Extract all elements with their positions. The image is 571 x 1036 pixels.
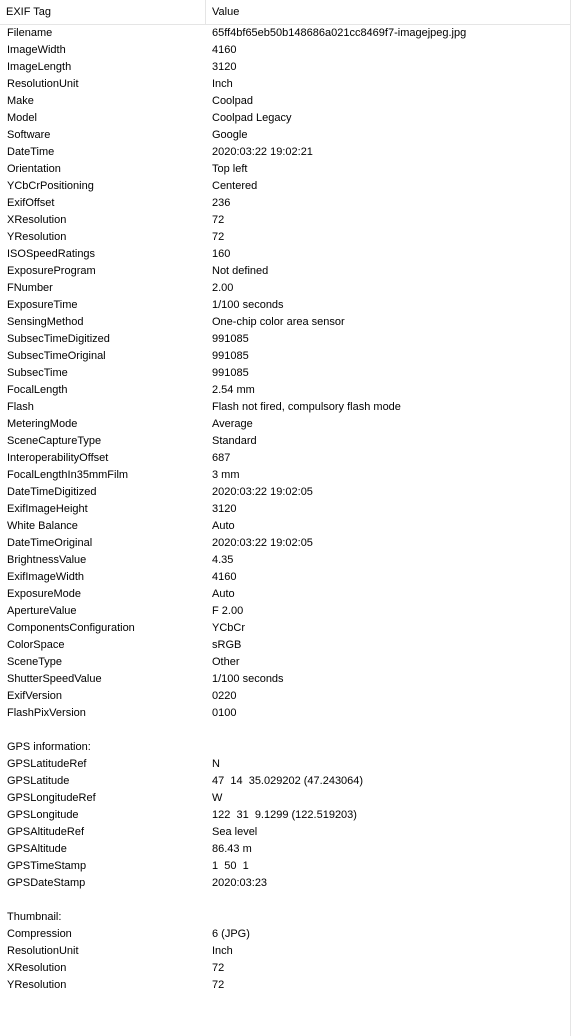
list-item[interactable] [0, 365, 571, 382]
list-item[interactable] [0, 297, 571, 314]
exif-value-cell: F 2.00 [212, 605, 244, 617]
exif-value-cell: 2.00 [212, 282, 234, 294]
exif-tag-cell: InteroperabilityOffset [7, 452, 109, 464]
list-item[interactable] [0, 25, 571, 42]
exif-tag-cell: GPSLongitude [7, 809, 79, 821]
exif-tag-cell: FNumber [7, 282, 53, 294]
exif-tag-cell: ShutterSpeedValue [7, 673, 102, 685]
list-item[interactable] [0, 722, 571, 739]
exif-tag-cell: GPSAltitude [7, 843, 67, 855]
exif-tag-cell: ResolutionUnit [7, 78, 79, 90]
list-item[interactable] [0, 178, 571, 195]
exif-tag-cell: ColorSpace [7, 639, 65, 651]
column-header-value[interactable]: Value [212, 6, 240, 18]
list-item[interactable] [0, 314, 571, 331]
list-item[interactable] [0, 467, 571, 484]
exif-value-cell: 1/100 seconds [212, 299, 284, 311]
list-item[interactable] [0, 484, 571, 501]
exif-value-cell: 687 [212, 452, 231, 464]
exif-tag-cell: GPSLatitude [7, 775, 70, 787]
list-item[interactable] [0, 739, 571, 756]
list-item[interactable] [0, 569, 571, 586]
exif-tag-cell: ExifImageWidth [7, 571, 85, 583]
exif-value-cell: Auto [212, 520, 235, 532]
list-item[interactable] [0, 144, 571, 161]
list-item[interactable] [0, 76, 571, 93]
list-item[interactable] [0, 501, 571, 518]
exif-value-cell: 236 [212, 197, 231, 209]
list-item[interactable] [0, 909, 571, 926]
exif-value-cell: Standard [212, 435, 257, 447]
exif-value-cell: 4.35 [212, 554, 234, 566]
list-item[interactable] [0, 926, 571, 943]
list-item[interactable] [0, 212, 571, 229]
exif-tag-cell: ResolutionUnit [7, 945, 79, 957]
exif-tag-cell: White Balance [7, 520, 78, 532]
list-item[interactable] [0, 535, 571, 552]
exif-tag-cell: YCbCrPositioning [7, 180, 94, 192]
exif-value-cell: Coolpad Legacy [212, 112, 292, 124]
exif-value-cell: Coolpad [212, 95, 253, 107]
exif-tag-cell: GPSTimeStamp [7, 860, 87, 872]
list-item[interactable] [0, 960, 571, 977]
exif-value-cell: Average [212, 418, 253, 430]
exif-tag-cell [0, 892, 206, 909]
exif-tag-cell: ExposureProgram [7, 265, 96, 277]
exif-tag-cell: Make [7, 95, 34, 107]
exif-tag-cell: DateTimeDigitized [7, 486, 97, 498]
list-item[interactable] [0, 790, 571, 807]
list-body [0, 25, 571, 994]
list-item[interactable] [0, 280, 571, 297]
exif-value-cell: 1 50 1 [212, 860, 249, 872]
exif-value-cell: 991085 [212, 367, 249, 379]
exif-value-cell [206, 892, 571, 909]
exif-value-cell: 0100 [212, 707, 237, 719]
exif-value-cell: Auto [212, 588, 235, 600]
exif-value-cell: 2020:03:22 19:02:05 [212, 537, 313, 549]
exif-value-cell: 3120 [212, 503, 237, 515]
exif-tag-cell: SubsecTimeOriginal [7, 350, 106, 362]
list-item[interactable] [0, 433, 571, 450]
list-item[interactable] [0, 586, 571, 603]
exif-value-cell: sRGB [212, 639, 242, 651]
list-item[interactable] [0, 127, 571, 144]
exif-tag-cell: SubsecTimeDigitized [7, 333, 110, 345]
list-item[interactable] [0, 756, 571, 773]
exif-tag-cell: Thumbnail: [7, 911, 62, 923]
column-header-exif-tag[interactable]: EXIF Tag [0, 0, 206, 24]
list-item[interactable] [0, 263, 571, 280]
exif-tag-cell: BrightnessValue [7, 554, 87, 566]
list-item[interactable] [0, 773, 571, 790]
exif-value-cell: 72 [212, 231, 225, 243]
exif-tag-cell: FlashPixVersion [7, 707, 86, 719]
exif-tag-cell: SceneType [7, 656, 63, 668]
exif-value-cell: One-chip color area sensor [212, 316, 345, 328]
exif-value-cell: 160 [212, 248, 231, 260]
exif-value-cell [206, 739, 571, 756]
exif-tag-cell: Flash [7, 401, 34, 413]
list-item[interactable] [0, 161, 571, 178]
exif-tag-cell: XResolution [7, 214, 67, 226]
exif-value-cell: 65ff4bf65eb50b148686a021cc8469f7-imagejpeg.jpg [212, 27, 467, 39]
list-item[interactable] [0, 892, 571, 909]
list-item[interactable] [0, 229, 571, 246]
exif-value-cell: 47 14 35.029202 (47.243064) [212, 775, 364, 787]
exif-tag-cell: Compression [7, 928, 72, 940]
exif-tag-cell: GPSAltitudeRef [7, 826, 85, 838]
exif-value-cell: 991085 [212, 350, 249, 362]
exif-value-cell: N [212, 758, 220, 770]
list-item[interactable] [0, 552, 571, 569]
exif-value-cell [206, 722, 571, 739]
exif-tag-cell: SensingMethod [7, 316, 84, 328]
exif-value-cell: Centered [212, 180, 258, 192]
exif-tag-cell: SceneCaptureType [7, 435, 102, 447]
exif-value-cell: 122 31 9.1299 (122.519203) [212, 809, 357, 821]
exif-tag-cell: SubsecTime [7, 367, 68, 379]
exif-tag-cell: Software [7, 129, 51, 141]
list-item[interactable] [0, 841, 571, 858]
list-item[interactable] [0, 416, 571, 433]
exif-value-cell: 4160 [212, 571, 237, 583]
exif-value-cell: 6 (JPG) [212, 928, 250, 940]
list-item[interactable] [0, 42, 571, 59]
list-item[interactable] [0, 620, 571, 637]
list-item[interactable] [0, 348, 571, 365]
exif-value-cell: 1/100 seconds [212, 673, 284, 685]
list-item[interactable] [0, 110, 571, 127]
list-item[interactable] [0, 705, 571, 722]
exif-tag-cell: ExifImageHeight [7, 503, 88, 515]
exif-tag-cell: ImageWidth [7, 44, 66, 56]
exif-value-cell: 2020:03:22 19:02:05 [212, 486, 313, 498]
exif-value-cell: Top left [212, 163, 248, 175]
exif-value-cell: Not defined [212, 265, 269, 277]
exif-tag-cell: YResolution [7, 979, 67, 991]
list-item[interactable] [0, 654, 571, 671]
exif-value-cell: Inch [212, 78, 233, 90]
list-item[interactable] [0, 688, 571, 705]
exif-value-cell: Google [212, 129, 248, 141]
exif-value-cell: YCbCr [212, 622, 246, 634]
exif-value-cell: 72 [212, 962, 225, 974]
exif-tag-cell: MeteringMode [7, 418, 78, 430]
exif-tag-cell: Orientation [7, 163, 61, 175]
list-item[interactable] [0, 382, 571, 399]
exif-tag-cell [0, 722, 206, 739]
list-item[interactable] [0, 450, 571, 467]
exif-tag-cell: XResolution [7, 962, 67, 974]
exif-value-cell: 72 [212, 979, 225, 991]
exif-value-cell: 2020:03:23 [212, 877, 268, 889]
exif-value-cell: 0220 [212, 690, 237, 702]
list-item[interactable] [0, 195, 571, 212]
exif-value-cell: 991085 [212, 333, 249, 345]
exif-tag-cell: ExifOffset [7, 197, 55, 209]
list-item[interactable] [0, 93, 571, 110]
exif-value-cell: 2.54 mm [212, 384, 255, 396]
list-item[interactable] [0, 518, 571, 535]
exif-value-cell: Other [212, 656, 240, 668]
exif-tag-cell: Model [7, 112, 37, 124]
exif-tag-cell: GPSLongitudeRef [7, 792, 96, 804]
exif-value-cell: 4160 [212, 44, 237, 56]
exif-tag-cell: GPSLatitudeRef [7, 758, 87, 770]
exif-value-cell: 2020:03:22 19:02:21 [212, 146, 313, 158]
list-item[interactable] [0, 603, 571, 620]
list-item[interactable] [0, 875, 571, 892]
list-item[interactable] [0, 331, 571, 348]
exif-tag-cell: FocalLength [7, 384, 68, 396]
exif-value-cell: Sea level [212, 826, 258, 838]
exif-value-cell: W [212, 792, 223, 804]
list-item[interactable] [0, 637, 571, 654]
exif-tag-cell: Filename [7, 27, 53, 39]
exif-tag-cell: ImageLength [7, 61, 72, 73]
exif-tag-cell: ExposureMode [7, 588, 81, 600]
list-item[interactable] [0, 943, 571, 960]
exif-tag-cell: FocalLengthIn35mmFilm [7, 469, 129, 481]
exif-tag-cell: ComponentsConfiguration [7, 622, 135, 634]
exif-value-cell: 72 [212, 214, 225, 226]
exif-tag-cell: ApertureValue [7, 605, 77, 617]
list-item[interactable] [0, 399, 571, 416]
exif-tag-cell: DateTime [7, 146, 55, 158]
list-item[interactable] [0, 671, 571, 688]
exif-tag-cell: DateTimeOriginal [7, 537, 93, 549]
list-item[interactable] [0, 977, 571, 994]
list-item[interactable] [0, 824, 571, 841]
list-header [0, 0, 571, 25]
exif-tag-cell: YResolution [7, 231, 67, 243]
exif-tag-cell: ExposureTime [7, 299, 78, 311]
exif-tag-cell: ISOSpeedRatings [7, 248, 96, 260]
exif-value-cell: Inch [212, 945, 233, 957]
exif-value-cell: 3120 [212, 61, 237, 73]
exif-tag-cell: GPS information: [7, 741, 91, 753]
list-item[interactable] [0, 858, 571, 875]
exif-value-cell: 3 mm [212, 469, 240, 481]
exif-tag-cell: ExifVersion [7, 690, 63, 702]
list-item[interactable] [0, 246, 571, 263]
exif-tag-cell: GPSDateStamp [7, 877, 86, 889]
list-item[interactable] [0, 807, 571, 824]
list-item[interactable] [0, 59, 571, 76]
exif-value-cell: Flash not fired, compulsory flash mode [212, 401, 401, 413]
exif-value-cell [206, 909, 571, 926]
exif-value-cell: 86.43 m [212, 843, 252, 855]
